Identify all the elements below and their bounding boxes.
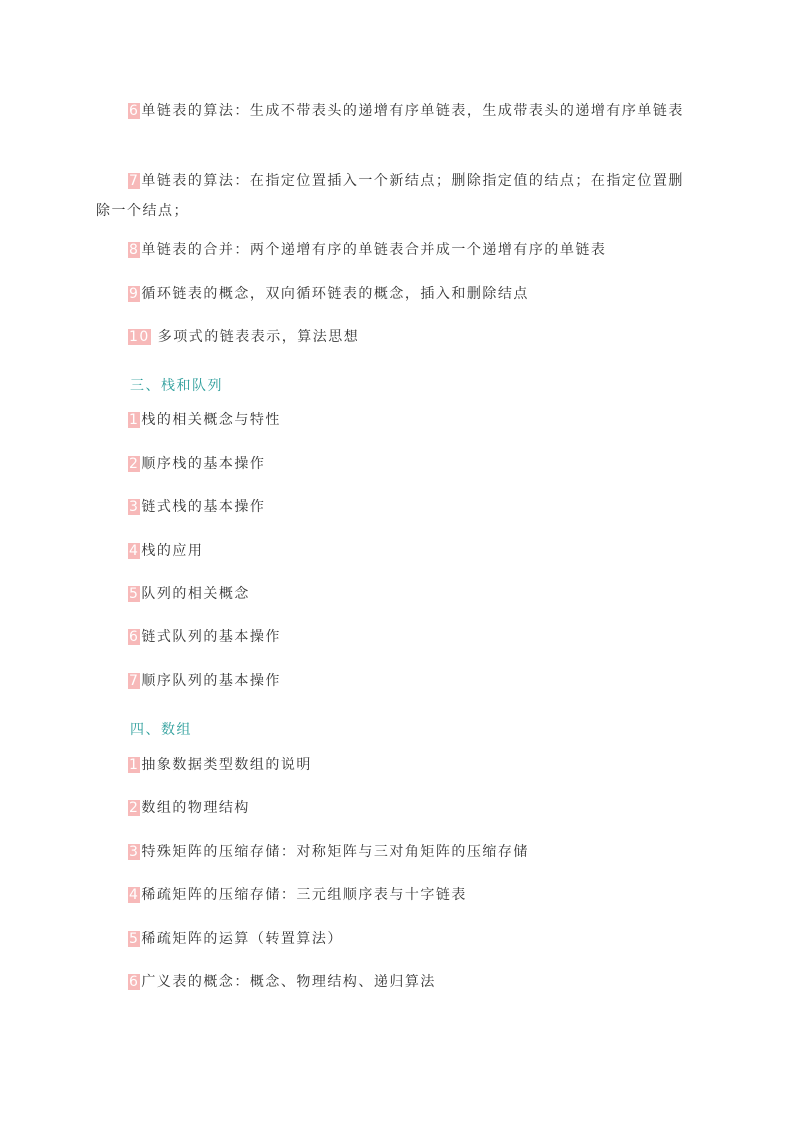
section-heading: 四、数组 xyxy=(130,722,192,738)
list-item xyxy=(96,96,696,126)
item-text: 栈的相关概念与特性 xyxy=(141,412,281,428)
list-item xyxy=(128,405,698,435)
list-item xyxy=(128,666,698,696)
item-number: 10 xyxy=(129,329,150,345)
item-number: 5 xyxy=(129,586,140,602)
item-number: 6 xyxy=(129,974,140,990)
item-number: 8 xyxy=(129,242,140,258)
item-text: 栈的应用 xyxy=(141,543,204,559)
list-item xyxy=(128,967,698,997)
item-number: 2 xyxy=(129,456,140,472)
item-text: 单链表的合并：两个递增有序的单链表合并成一个递增有序的单链表 xyxy=(141,242,607,258)
item-text: 队列的相关概念 xyxy=(141,586,250,602)
item-text: 多项式的链表表示，算法思想 xyxy=(157,329,360,345)
list-item xyxy=(128,279,698,309)
list-item xyxy=(128,750,698,780)
item-number: 1 xyxy=(129,412,140,428)
item-number: 6 xyxy=(129,629,140,645)
list-item xyxy=(96,166,696,226)
item-text: 稀疏矩阵的运算（转置算法） xyxy=(141,931,343,947)
item-text: 单链表的算法：在指定位置插入一个新结点；删除指定值的结点；在指定位置删除一个结点； xyxy=(96,173,684,219)
list-item xyxy=(128,579,698,609)
list-item xyxy=(128,322,698,352)
list-item xyxy=(128,536,698,566)
item-number: 9 xyxy=(129,286,140,302)
list-item xyxy=(128,880,698,910)
list-item xyxy=(128,837,698,867)
list-item xyxy=(128,449,698,479)
item-number: 3 xyxy=(129,499,140,515)
list-item xyxy=(128,924,698,954)
item-number: 6 xyxy=(129,103,140,119)
item-text: 顺序队列的基本操作 xyxy=(141,673,281,689)
list-item xyxy=(128,793,698,823)
item-text: 稀疏矩阵的压缩存储：三元组顺序表与十字链表 xyxy=(141,887,467,903)
section-heading: 三、栈和队列 xyxy=(130,378,223,394)
list-item xyxy=(128,235,698,265)
item-number: 4 xyxy=(129,887,140,903)
list-item xyxy=(128,622,698,652)
item-text: 循环链表的概念，双向循环链表的概念，插入和删除结点 xyxy=(141,286,529,302)
list-item xyxy=(128,492,698,522)
item-number: 3 xyxy=(129,844,140,860)
item-text: 链式队列的基本操作 xyxy=(141,629,281,645)
item-number: 1 xyxy=(129,757,140,773)
item-number: 7 xyxy=(129,673,140,689)
item-text: 单链表的算法：生成不带表头的递增有序单链表，生成带表头的递增有序单链表 xyxy=(141,103,684,119)
item-text: 抽象数据类型数组的说明 xyxy=(141,757,312,773)
item-text: 特殊矩阵的压缩存储：对称矩阵与三对角矩阵的压缩存储 xyxy=(141,844,529,860)
item-number: 7 xyxy=(129,173,140,189)
item-number: 5 xyxy=(129,931,140,947)
item-number: 2 xyxy=(129,800,140,816)
item-text: 顺序栈的基本操作 xyxy=(141,456,266,472)
item-text: 广义表的概念：概念、物理结构、递归算法 xyxy=(141,974,436,990)
item-text: 数组的物理结构 xyxy=(141,800,250,816)
item-text: 链式栈的基本操作 xyxy=(141,499,266,515)
item-number: 4 xyxy=(129,543,140,559)
